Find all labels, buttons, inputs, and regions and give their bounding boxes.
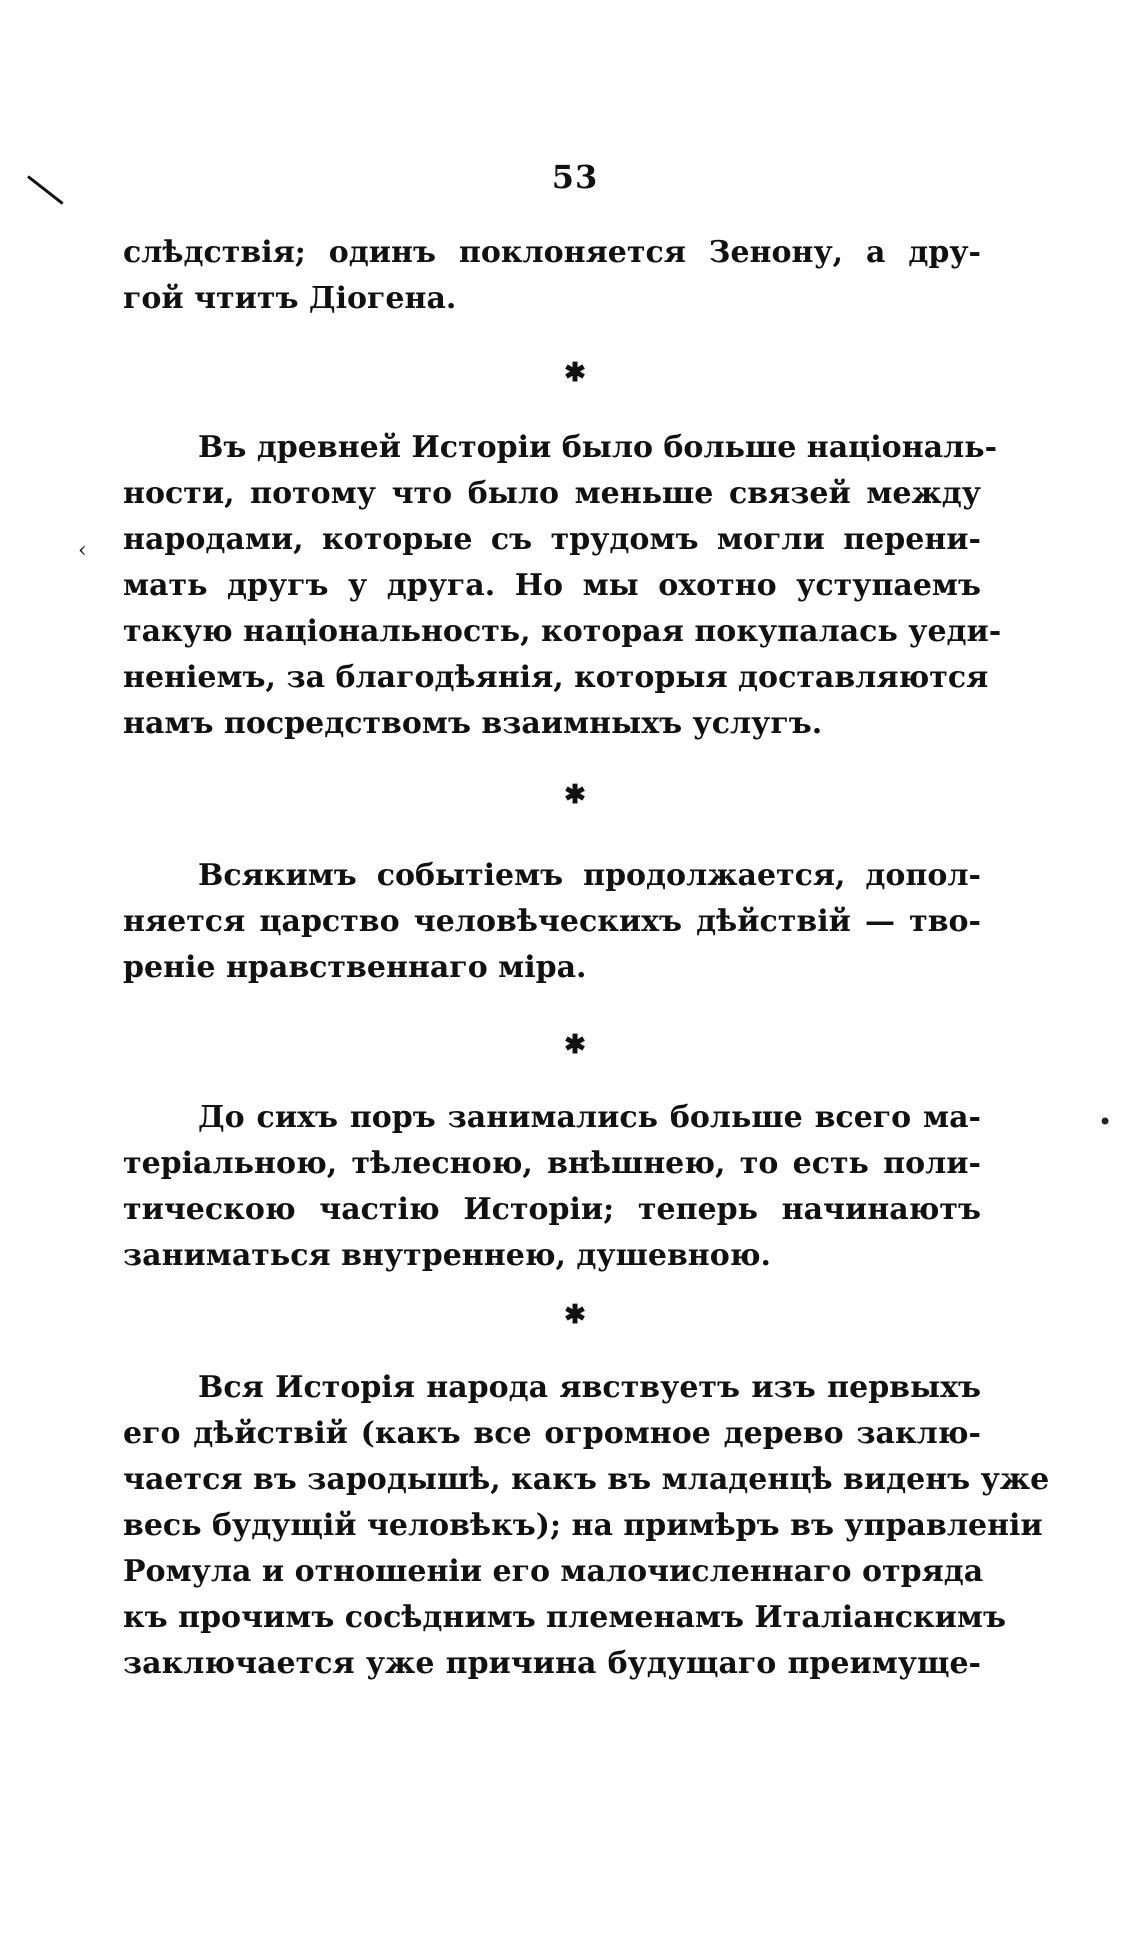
text-line: народами, которые съ трудомъ могли перени- bbox=[123, 522, 981, 557]
paragraph-5 bbox=[123, 1365, 1050, 1687]
paragraph-1 bbox=[123, 230, 981, 322]
text-line: Ромула и отношеніи его малочисленнаго отряда bbox=[123, 1554, 984, 1589]
text-line: чается въ зародышѣ, какъ въ младенцѣ виденъ уже bbox=[123, 1462, 1050, 1497]
section-separator: ✱ bbox=[564, 358, 586, 388]
ink-speck: ‹ bbox=[78, 538, 87, 563]
text-line: неніемъ, за благодѣянія, которыя доставляются bbox=[123, 660, 989, 695]
text-line: слѣдствія; одинъ поклоняется Зенону, а дру- bbox=[123, 235, 981, 270]
paragraph-2 bbox=[123, 425, 1002, 747]
text-line: его дѣйствій (какъ все огромное дерево заклю- bbox=[123, 1416, 981, 1451]
text-line: мать другъ у друга. Но мы охотно уступаемъ bbox=[123, 568, 981, 603]
ink-speck: • bbox=[1098, 1108, 1113, 1136]
text-line: Въ древней Исторіи было больше національ- bbox=[198, 430, 998, 465]
section-separator: ✱ bbox=[564, 780, 586, 810]
text-line: весь будущій человѣкъ); на примѣръ въ управленіи bbox=[123, 1508, 1043, 1543]
text-line: намъ посредствомъ взаимныхъ услугъ. bbox=[123, 706, 823, 741]
text-line: заключается уже причина будущаго преимуще- bbox=[123, 1646, 981, 1681]
text-line: такую національность, которая покупалась уеди- bbox=[123, 614, 1002, 649]
paragraph-3 bbox=[123, 853, 981, 991]
section-separator: ✱ bbox=[564, 1300, 586, 1330]
text-line: Вся Исторія народа явствуетъ изъ первыхъ bbox=[198, 1370, 981, 1405]
text-line: До сихъ поръ занимались больше всего ма- bbox=[198, 1100, 981, 1135]
text-line: заниматься внутреннею, душевною. bbox=[123, 1238, 771, 1273]
text-line: няется царство человѣческихъ дѣйствій — тво- bbox=[123, 904, 981, 939]
text-line: реніе нравственнаго міра. bbox=[123, 950, 587, 985]
page-number: 53 bbox=[551, 158, 599, 196]
text-line: гой чтитъ Діогена. bbox=[123, 281, 457, 316]
text-line: ности, потому что было меньше связей между bbox=[123, 476, 981, 511]
text-line: теріальною, тѣлесною, внѣшнею, то есть поли- bbox=[123, 1146, 981, 1181]
text-line: Всякимъ событіемъ продолжается, допол- bbox=[198, 858, 981, 893]
text-line: къ прочимъ сосѣднимъ племенамъ Италіанскимъ bbox=[123, 1600, 1006, 1635]
paragraph-4 bbox=[123, 1095, 981, 1279]
section-separator: ✱ bbox=[564, 1030, 586, 1060]
text-line: тическою частію Исторіи; теперь начинаютъ bbox=[123, 1192, 981, 1227]
